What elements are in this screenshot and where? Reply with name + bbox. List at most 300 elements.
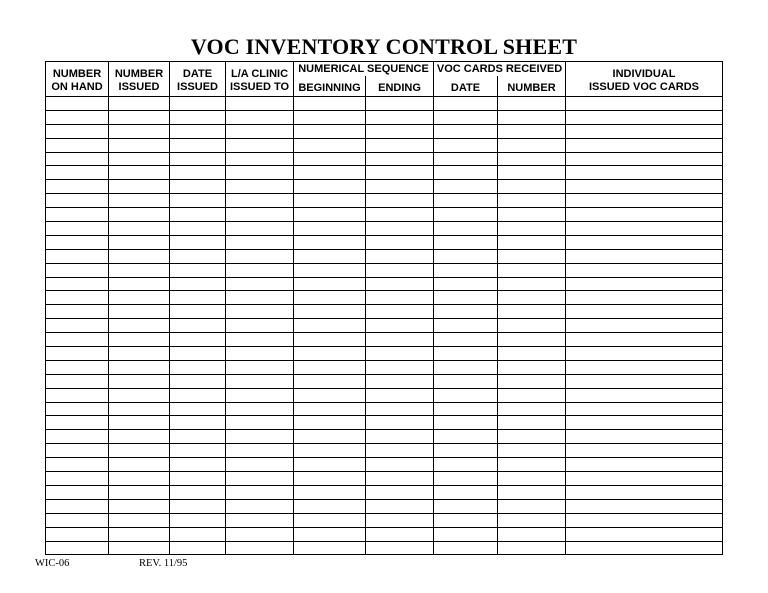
- blank-cell[interactable]: [498, 291, 566, 305]
- blank-cell[interactable]: [46, 430, 109, 444]
- blank-cell[interactable]: [109, 235, 170, 249]
- blank-cell[interactable]: [498, 444, 566, 458]
- blank-cell[interactable]: [294, 499, 366, 513]
- blank-cell[interactable]: [366, 472, 434, 486]
- blank-cell[interactable]: [226, 347, 294, 361]
- blank-cell[interactable]: [434, 235, 498, 249]
- blank-cell[interactable]: [498, 527, 566, 541]
- blank-cell[interactable]: [46, 291, 109, 305]
- blank-cell[interactable]: [434, 347, 498, 361]
- blank-cell[interactable]: [294, 208, 366, 222]
- blank-cell[interactable]: [226, 124, 294, 138]
- blank-cell[interactable]: [366, 291, 434, 305]
- blank-cell[interactable]: [566, 388, 723, 402]
- blank-cell[interactable]: [498, 513, 566, 527]
- blank-cell[interactable]: [226, 166, 294, 180]
- blank-cell[interactable]: [109, 208, 170, 222]
- blank-cell[interactable]: [366, 208, 434, 222]
- blank-cell[interactable]: [498, 485, 566, 499]
- blank-cell[interactable]: [366, 333, 434, 347]
- blank-cell[interactable]: [170, 374, 226, 388]
- blank-cell[interactable]: [226, 319, 294, 333]
- blank-cell[interactable]: [566, 124, 723, 138]
- blank-cell[interactable]: [109, 291, 170, 305]
- blank-cell[interactable]: [294, 472, 366, 486]
- blank-cell[interactable]: [46, 319, 109, 333]
- blank-cell[interactable]: [109, 110, 170, 124]
- blank-cell[interactable]: [434, 222, 498, 236]
- blank-cell[interactable]: [226, 472, 294, 486]
- blank-cell[interactable]: [366, 444, 434, 458]
- blank-cell[interactable]: [434, 291, 498, 305]
- blank-cell[interactable]: [226, 513, 294, 527]
- blank-cell[interactable]: [170, 333, 226, 347]
- blank-cell[interactable]: [170, 208, 226, 222]
- blank-cell[interactable]: [294, 152, 366, 166]
- blank-cell[interactable]: [366, 110, 434, 124]
- blank-cell[interactable]: [109, 513, 170, 527]
- blank-cell[interactable]: [170, 319, 226, 333]
- blank-cell[interactable]: [434, 499, 498, 513]
- blank-cell[interactable]: [498, 360, 566, 374]
- blank-cell[interactable]: [226, 430, 294, 444]
- blank-cell[interactable]: [498, 416, 566, 430]
- blank-cell[interactable]: [366, 166, 434, 180]
- blank-cell[interactable]: [566, 97, 723, 111]
- blank-cell[interactable]: [46, 402, 109, 416]
- blank-cell[interactable]: [498, 305, 566, 319]
- blank-cell[interactable]: [170, 458, 226, 472]
- blank-cell[interactable]: [294, 110, 366, 124]
- blank-cell[interactable]: [46, 360, 109, 374]
- blank-cell[interactable]: [226, 374, 294, 388]
- blank-cell[interactable]: [109, 194, 170, 208]
- blank-cell[interactable]: [109, 416, 170, 430]
- blank-cell[interactable]: [434, 430, 498, 444]
- blank-cell[interactable]: [566, 430, 723, 444]
- blank-cell[interactable]: [434, 277, 498, 291]
- blank-cell[interactable]: [109, 180, 170, 194]
- blank-cell[interactable]: [434, 152, 498, 166]
- blank-cell[interactable]: [170, 194, 226, 208]
- blank-cell[interactable]: [566, 277, 723, 291]
- table-row: [46, 458, 723, 472]
- blank-cell[interactable]: [226, 333, 294, 347]
- blank-cell[interactable]: [226, 249, 294, 263]
- blank-cell[interactable]: [109, 222, 170, 236]
- blank-cell[interactable]: [226, 485, 294, 499]
- blank-cell[interactable]: [498, 152, 566, 166]
- blank-cell[interactable]: [566, 138, 723, 152]
- blank-cell[interactable]: [226, 541, 294, 555]
- blank-cell[interactable]: [498, 110, 566, 124]
- blank-cell[interactable]: [46, 263, 109, 277]
- blank-cell[interactable]: [566, 402, 723, 416]
- blank-cell[interactable]: [109, 152, 170, 166]
- blank-cell[interactable]: [170, 180, 226, 194]
- blank-cell[interactable]: [226, 305, 294, 319]
- blank-cell[interactable]: [46, 374, 109, 388]
- blank-cell[interactable]: [46, 138, 109, 152]
- blank-cell[interactable]: [294, 249, 366, 263]
- blank-cell[interactable]: [109, 541, 170, 555]
- blank-cell[interactable]: [46, 235, 109, 249]
- blank-cell[interactable]: [226, 499, 294, 513]
- blank-cell[interactable]: [46, 208, 109, 222]
- blank-cell[interactable]: [366, 319, 434, 333]
- blank-cell[interactable]: [566, 333, 723, 347]
- blank-cell[interactable]: [366, 541, 434, 555]
- blank-cell[interactable]: [366, 138, 434, 152]
- blank-cell[interactable]: [170, 485, 226, 499]
- blank-cell[interactable]: [226, 277, 294, 291]
- blank-cell[interactable]: [566, 291, 723, 305]
- blank-cell[interactable]: [46, 152, 109, 166]
- blank-cell[interactable]: [170, 97, 226, 111]
- blank-cell[interactable]: [46, 458, 109, 472]
- blank-cell[interactable]: [170, 541, 226, 555]
- blank-cell[interactable]: [434, 388, 498, 402]
- blank-cell[interactable]: [170, 235, 226, 249]
- blank-cell[interactable]: [226, 138, 294, 152]
- blank-cell[interactable]: [498, 472, 566, 486]
- blank-cell[interactable]: [46, 124, 109, 138]
- blank-cell[interactable]: [46, 222, 109, 236]
- blank-cell[interactable]: [434, 249, 498, 263]
- blank-cell[interactable]: [109, 97, 170, 111]
- blank-cell[interactable]: [566, 527, 723, 541]
- blank-cell[interactable]: [109, 305, 170, 319]
- blank-cell[interactable]: [46, 499, 109, 513]
- blank-cell[interactable]: [366, 527, 434, 541]
- blank-cell[interactable]: [226, 97, 294, 111]
- blank-cell[interactable]: [46, 180, 109, 194]
- blank-cell[interactable]: [498, 138, 566, 152]
- blank-cell[interactable]: [366, 97, 434, 111]
- blank-cell[interactable]: [366, 263, 434, 277]
- blank-cell[interactable]: [294, 541, 366, 555]
- blank-cell[interactable]: [109, 444, 170, 458]
- blank-cell[interactable]: [46, 277, 109, 291]
- blank-cell[interactable]: [170, 527, 226, 541]
- blank-cell[interactable]: [294, 222, 366, 236]
- blank-cell[interactable]: [566, 347, 723, 361]
- blank-cell[interactable]: [294, 527, 366, 541]
- blank-cell[interactable]: [46, 388, 109, 402]
- blank-cell[interactable]: [46, 472, 109, 486]
- blank-cell[interactable]: [294, 180, 366, 194]
- blank-cell[interactable]: [366, 485, 434, 499]
- blank-cell[interactable]: [294, 458, 366, 472]
- blank-cell[interactable]: [366, 305, 434, 319]
- blank-cell[interactable]: [366, 499, 434, 513]
- blank-cell[interactable]: [170, 416, 226, 430]
- blank-cell[interactable]: [109, 138, 170, 152]
- blank-cell[interactable]: [434, 374, 498, 388]
- blank-cell[interactable]: [498, 388, 566, 402]
- blank-cell[interactable]: [170, 430, 226, 444]
- blank-cell[interactable]: [226, 444, 294, 458]
- blank-cell[interactable]: [170, 138, 226, 152]
- blank-cell[interactable]: [498, 194, 566, 208]
- blank-cell[interactable]: [566, 472, 723, 486]
- blank-cell[interactable]: [46, 305, 109, 319]
- blank-cell[interactable]: [170, 291, 226, 305]
- blank-cell[interactable]: [170, 222, 226, 236]
- blank-cell[interactable]: [170, 152, 226, 166]
- blank-cell[interactable]: [434, 305, 498, 319]
- blank-cell[interactable]: [434, 444, 498, 458]
- blank-cell[interactable]: [498, 97, 566, 111]
- blank-cell[interactable]: [226, 194, 294, 208]
- blank-cell[interactable]: [434, 319, 498, 333]
- blank-cell[interactable]: [109, 472, 170, 486]
- blank-cell[interactable]: [46, 194, 109, 208]
- blank-cell[interactable]: [434, 110, 498, 124]
- blank-cell[interactable]: [109, 388, 170, 402]
- blank-cell[interactable]: [226, 388, 294, 402]
- blank-cell[interactable]: [170, 249, 226, 263]
- blank-cell[interactable]: [434, 138, 498, 152]
- blank-cell[interactable]: [434, 458, 498, 472]
- blank-cell[interactable]: [170, 166, 226, 180]
- blank-cell[interactable]: [109, 319, 170, 333]
- blank-cell[interactable]: [226, 180, 294, 194]
- blank-cell[interactable]: [566, 305, 723, 319]
- blank-cell[interactable]: [294, 347, 366, 361]
- blank-cell[interactable]: [46, 166, 109, 180]
- blank-cell[interactable]: [566, 166, 723, 180]
- blank-cell[interactable]: [434, 180, 498, 194]
- blank-cell[interactable]: [566, 222, 723, 236]
- blank-cell[interactable]: [226, 527, 294, 541]
- blank-cell[interactable]: [434, 485, 498, 499]
- blank-cell[interactable]: [294, 305, 366, 319]
- blank-cell[interactable]: [366, 222, 434, 236]
- blank-cell[interactable]: [434, 124, 498, 138]
- blank-cell[interactable]: [366, 249, 434, 263]
- blank-cell[interactable]: [109, 402, 170, 416]
- blank-cell[interactable]: [109, 430, 170, 444]
- blank-cell[interactable]: [498, 124, 566, 138]
- blank-cell[interactable]: [46, 485, 109, 499]
- blank-cell[interactable]: [498, 249, 566, 263]
- blank-cell[interactable]: [294, 97, 366, 111]
- blank-cell[interactable]: [498, 319, 566, 333]
- blank-cell[interactable]: [170, 444, 226, 458]
- blank-cell[interactable]: [109, 499, 170, 513]
- blank-cell[interactable]: [498, 458, 566, 472]
- blank-cell[interactable]: [46, 249, 109, 263]
- blank-cell[interactable]: [366, 235, 434, 249]
- blank-cell[interactable]: [109, 277, 170, 291]
- blank-cell[interactable]: [170, 499, 226, 513]
- blank-cell[interactable]: [498, 430, 566, 444]
- blank-cell[interactable]: [498, 277, 566, 291]
- blank-cell[interactable]: [566, 513, 723, 527]
- blank-cell[interactable]: [109, 124, 170, 138]
- blank-cell[interactable]: [566, 110, 723, 124]
- blank-cell[interactable]: [170, 124, 226, 138]
- blank-cell[interactable]: [226, 222, 294, 236]
- blank-cell[interactable]: [434, 416, 498, 430]
- blank-cell[interactable]: [366, 194, 434, 208]
- blank-cell[interactable]: [366, 402, 434, 416]
- blank-cell[interactable]: [226, 263, 294, 277]
- blank-cell[interactable]: [498, 499, 566, 513]
- blank-cell[interactable]: [498, 402, 566, 416]
- blank-cell[interactable]: [46, 527, 109, 541]
- blank-cell[interactable]: [109, 263, 170, 277]
- blank-cell[interactable]: [226, 416, 294, 430]
- blank-cell[interactable]: [566, 541, 723, 555]
- blank-cell[interactable]: [566, 374, 723, 388]
- blank-cell[interactable]: [366, 388, 434, 402]
- header-number-label: NUMBER: [507, 82, 556, 94]
- blank-cell[interactable]: [498, 208, 566, 222]
- blank-cell[interactable]: [109, 458, 170, 472]
- blank-cell[interactable]: [566, 235, 723, 249]
- blank-cell[interactable]: [170, 360, 226, 374]
- blank-cell[interactable]: [170, 263, 226, 277]
- blank-cell[interactable]: [294, 374, 366, 388]
- blank-cell[interactable]: [170, 277, 226, 291]
- blank-cell[interactable]: [434, 194, 498, 208]
- blank-cell[interactable]: [170, 305, 226, 319]
- blank-cell[interactable]: [434, 263, 498, 277]
- blank-cell[interactable]: [46, 513, 109, 527]
- blank-cell[interactable]: [566, 458, 723, 472]
- blank-cell[interactable]: [294, 402, 366, 416]
- blank-cell[interactable]: [294, 319, 366, 333]
- blank-cell[interactable]: [566, 499, 723, 513]
- blank-cell[interactable]: [109, 333, 170, 347]
- blank-cell[interactable]: [366, 360, 434, 374]
- blank-cell[interactable]: [498, 347, 566, 361]
- blank-cell[interactable]: [109, 166, 170, 180]
- blank-cell[interactable]: [498, 333, 566, 347]
- blank-cell[interactable]: [366, 416, 434, 430]
- blank-cell[interactable]: [366, 430, 434, 444]
- blank-cell[interactable]: [366, 374, 434, 388]
- blank-cell[interactable]: [226, 458, 294, 472]
- blank-cell[interactable]: [566, 444, 723, 458]
- blank-cell[interactable]: [294, 194, 366, 208]
- blank-cell[interactable]: [46, 110, 109, 124]
- blank-cell[interactable]: [46, 333, 109, 347]
- blank-cell[interactable]: [366, 513, 434, 527]
- blank-cell[interactable]: [170, 472, 226, 486]
- blank-cell[interactable]: [434, 472, 498, 486]
- blank-cell[interactable]: [226, 235, 294, 249]
- blank-cell[interactable]: [498, 166, 566, 180]
- blank-cell[interactable]: [109, 360, 170, 374]
- blank-cell[interactable]: [434, 97, 498, 111]
- blank-cell[interactable]: [226, 360, 294, 374]
- blank-cell[interactable]: [46, 541, 109, 555]
- blank-cell[interactable]: [226, 291, 294, 305]
- blank-cell[interactable]: [566, 194, 723, 208]
- blank-cell[interactable]: [226, 152, 294, 166]
- blank-cell[interactable]: [294, 430, 366, 444]
- blank-cell[interactable]: [366, 124, 434, 138]
- blank-cell[interactable]: [566, 485, 723, 499]
- blank-cell[interactable]: [170, 402, 226, 416]
- blank-cell[interactable]: [434, 166, 498, 180]
- blank-cell[interactable]: [366, 458, 434, 472]
- blank-cell[interactable]: [366, 347, 434, 361]
- blank-cell[interactable]: [434, 513, 498, 527]
- blank-cell[interactable]: [366, 277, 434, 291]
- blank-cell[interactable]: [46, 444, 109, 458]
- blank-cell[interactable]: [109, 347, 170, 361]
- blank-cell[interactable]: [46, 347, 109, 361]
- blank-cell[interactable]: [294, 444, 366, 458]
- blank-cell[interactable]: [226, 110, 294, 124]
- blank-cell[interactable]: [566, 180, 723, 194]
- blank-cell[interactable]: [434, 208, 498, 222]
- blank-cell[interactable]: [566, 319, 723, 333]
- blank-cell[interactable]: [109, 527, 170, 541]
- blank-cell[interactable]: [498, 374, 566, 388]
- blank-cell[interactable]: [294, 388, 366, 402]
- blank-cell[interactable]: [294, 416, 366, 430]
- blank-cell[interactable]: [294, 235, 366, 249]
- blank-cell[interactable]: [294, 333, 366, 347]
- blank-cell[interactable]: [498, 235, 566, 249]
- blank-cell[interactable]: [294, 277, 366, 291]
- blank-cell[interactable]: [366, 152, 434, 166]
- blank-cell[interactable]: [170, 513, 226, 527]
- blank-cell[interactable]: [366, 180, 434, 194]
- blank-cell[interactable]: [109, 485, 170, 499]
- blank-cell[interactable]: [434, 360, 498, 374]
- blank-cell[interactable]: [46, 97, 109, 111]
- blank-cell[interactable]: [294, 360, 366, 374]
- blank-cell[interactable]: [109, 249, 170, 263]
- blank-cell[interactable]: [109, 374, 170, 388]
- blank-cell[interactable]: [566, 208, 723, 222]
- blank-cell[interactable]: [294, 291, 366, 305]
- blank-cell[interactable]: [294, 513, 366, 527]
- blank-cell[interactable]: [566, 263, 723, 277]
- blank-cell[interactable]: [566, 152, 723, 166]
- blank-cell[interactable]: [226, 208, 294, 222]
- blank-cell[interactable]: [434, 333, 498, 347]
- blank-cell[interactable]: [498, 263, 566, 277]
- blank-cell[interactable]: [566, 360, 723, 374]
- header-beginning-label: BEGINNING: [298, 82, 361, 94]
- blank-cell[interactable]: [434, 527, 498, 541]
- blank-cell[interactable]: [566, 249, 723, 263]
- blank-cell[interactable]: [498, 180, 566, 194]
- blank-cell[interactable]: [294, 166, 366, 180]
- blank-cell[interactable]: [294, 124, 366, 138]
- blank-cell[interactable]: [498, 541, 566, 555]
- blank-cell[interactable]: [170, 388, 226, 402]
- blank-cell[interactable]: [46, 416, 109, 430]
- blank-cell[interactable]: [294, 485, 366, 499]
- blank-cell[interactable]: [566, 416, 723, 430]
- blank-cell[interactable]: [498, 222, 566, 236]
- blank-cell[interactable]: [170, 110, 226, 124]
- blank-cell[interactable]: [170, 347, 226, 361]
- blank-cell[interactable]: [294, 138, 366, 152]
- blank-cell[interactable]: [226, 402, 294, 416]
- blank-cell[interactable]: [434, 402, 498, 416]
- blank-cell[interactable]: [294, 263, 366, 277]
- blank-cell[interactable]: [434, 541, 498, 555]
